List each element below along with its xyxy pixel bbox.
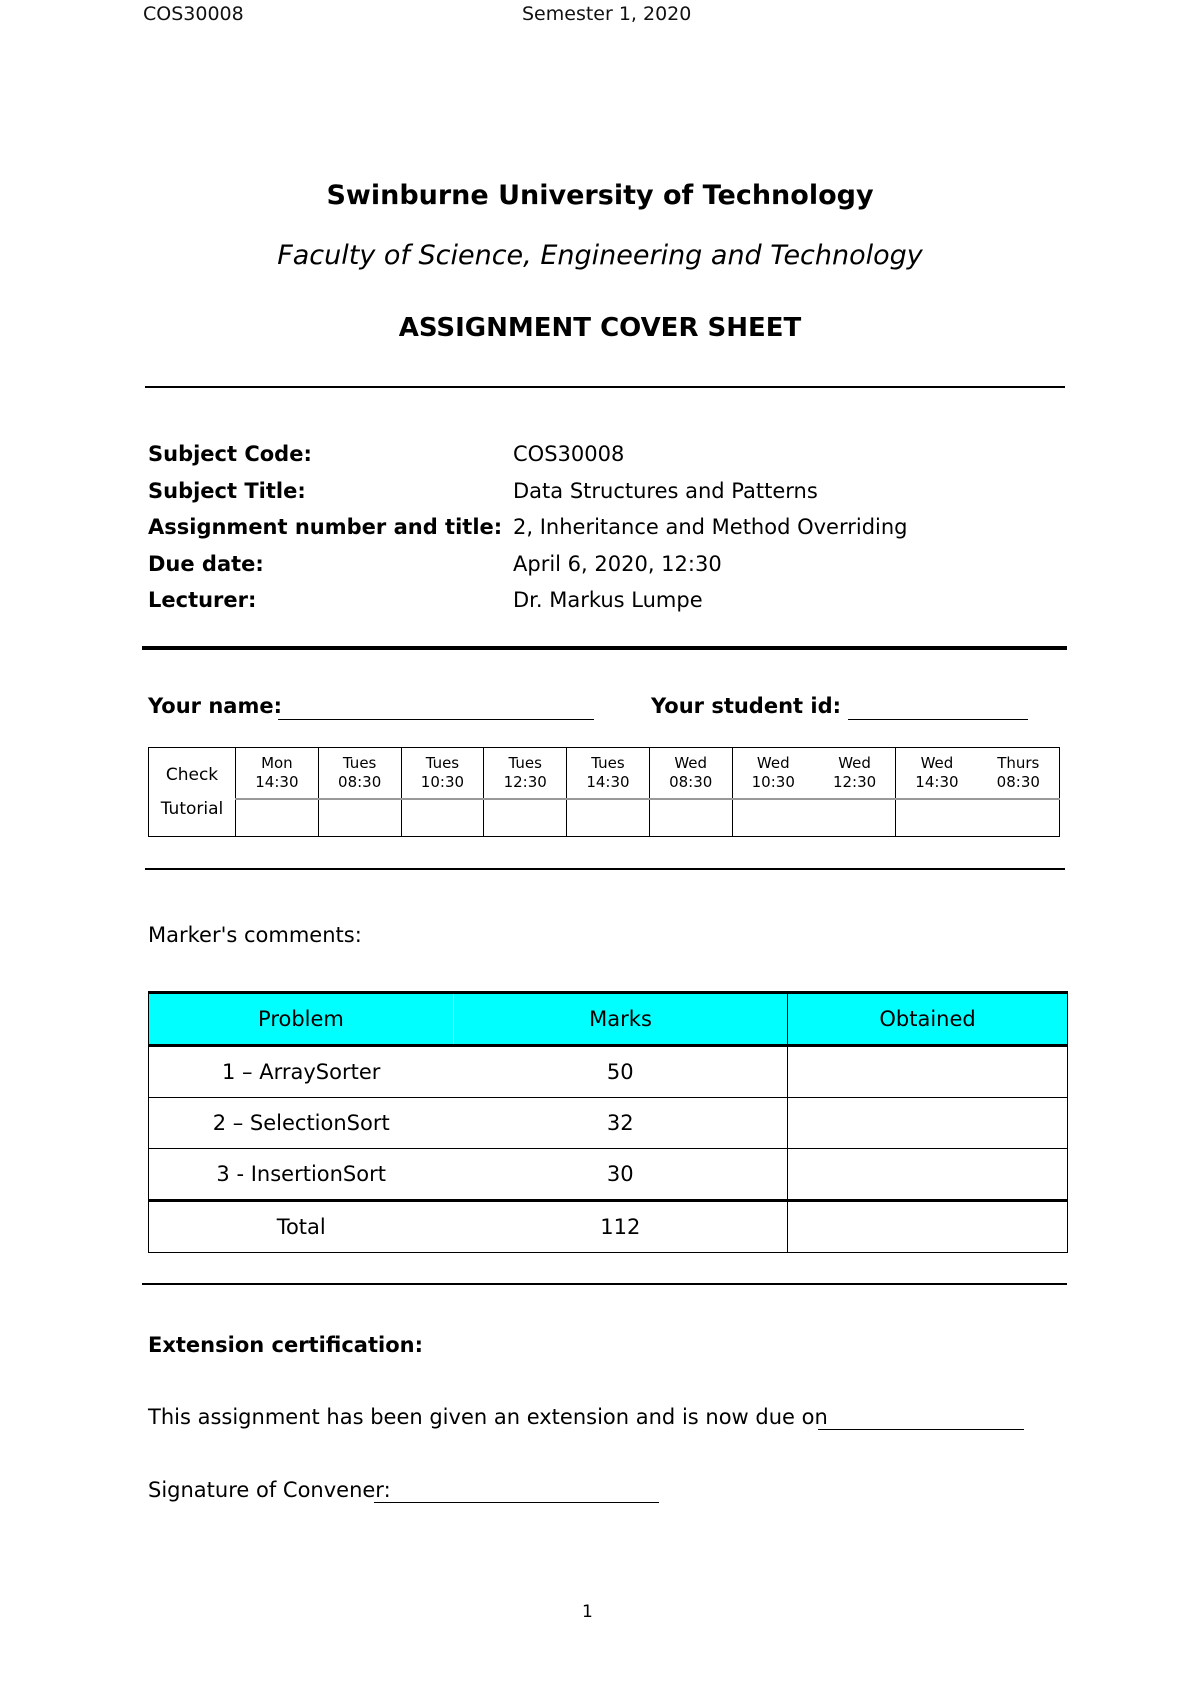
header-marks: Marks (453, 993, 787, 1046)
check-label: Check (165, 765, 219, 785)
slot-day: Wed (838, 754, 871, 772)
tutorial-check-box[interactable] (484, 799, 567, 837)
tutorial-slot (318, 748, 401, 800)
obtained-cell[interactable] (788, 1098, 1068, 1149)
slot-time: 14:30 (255, 773, 299, 791)
slot-time: 14:30 (586, 773, 630, 791)
signature-label: Signature of Convener: (148, 1478, 391, 1502)
due-date-value: April 6, 2020, 12:30 (513, 552, 722, 576)
slot-time: 14:30 (915, 773, 959, 791)
tutorial-slot (236, 748, 319, 800)
marks-cell: 50 (453, 1046, 787, 1098)
table-row (149, 1046, 1068, 1098)
tutorial-check-box[interactable] (318, 799, 401, 837)
assignment-value: 2, Inheritance and Method Overriding (513, 515, 908, 539)
slot-day: Wed (756, 754, 790, 772)
tutorial-check-box[interactable] (401, 799, 484, 837)
obtained-cell[interactable] (788, 1046, 1068, 1098)
due-date-label: Due date: (148, 552, 264, 576)
signature-field[interactable] (374, 1502, 659, 1503)
lecturer-value: Dr. Markus Lumpe (513, 588, 703, 612)
lecturer-label: Lecturer: (148, 588, 257, 612)
subject-code-value: COS30008 (513, 442, 625, 466)
tutorial-slot (484, 748, 567, 800)
student-id-label: Your student id: (651, 694, 842, 718)
slot-time: 08:30 (996, 773, 1040, 791)
marks-cell: 32 (453, 1098, 787, 1149)
tutorial-check-box[interactable] (649, 799, 732, 837)
check-tutorial-cell (149, 748, 236, 837)
tutorial-slot (401, 748, 484, 800)
slot-day: Wed (920, 754, 954, 772)
tutorial-slot (814, 748, 896, 800)
student-id-field[interactable] (848, 719, 1028, 720)
tutorial-slot (978, 748, 1060, 800)
slot-time: 10:30 (420, 773, 465, 791)
header-problem: Problem (149, 993, 454, 1046)
assignment-label: Assignment number and title: (148, 515, 503, 539)
slot-day: Tues (591, 754, 625, 772)
total-marks: 112 (453, 1201, 787, 1253)
subject-code-label: Subject Code: (148, 442, 312, 466)
tutorial-slot (896, 748, 978, 800)
table-row (149, 1098, 1068, 1149)
table-row (149, 1149, 1068, 1201)
tutorial-check-box[interactable] (896, 799, 978, 837)
slot-day: Mon (261, 754, 293, 772)
total-label: Total (149, 1201, 454, 1253)
slot-time: 12:30 (503, 773, 547, 791)
tutorial-check-box[interactable] (732, 799, 814, 837)
divider (142, 646, 1067, 650)
tutorial-check-box[interactable] (567, 799, 650, 837)
divider (145, 386, 1065, 388)
slot-time: 08:30 (669, 773, 713, 791)
tutorial-check-box[interactable] (978, 799, 1060, 837)
page-number: 1 (582, 1602, 593, 1622)
faculty-title: Faculty of Science, Engineering and Technology (277, 240, 923, 271)
header-course-code: COS30008 (143, 3, 244, 25)
slot-day: Tues (508, 754, 542, 772)
problem-cell: 3 - InsertionSort (149, 1149, 454, 1201)
slot-time: 12:30 (832, 773, 877, 791)
tutorial-slot (732, 748, 814, 800)
subject-title-label: Subject Title: (148, 479, 306, 503)
markers-comments-label: Marker's comments: (148, 923, 362, 947)
your-name-label: Your name: (148, 694, 282, 718)
problem-cell: 1 – ArraySorter (149, 1046, 454, 1098)
university-title: Swinburne University of Technology (326, 180, 874, 211)
obtained-total-cell[interactable] (788, 1201, 1068, 1253)
tutorial-check-box[interactable] (236, 799, 319, 837)
slot-time: 10:30 (751, 773, 795, 791)
obtained-cell[interactable] (788, 1149, 1068, 1201)
tutorial-check-box[interactable] (814, 799, 896, 837)
divider (145, 868, 1065, 870)
tutorial-slot (649, 748, 732, 800)
subject-title-value: Data Structures and Patterns (513, 479, 818, 503)
your-name-field[interactable] (278, 719, 594, 720)
extension-date-field[interactable] (818, 1429, 1024, 1430)
total-row (149, 1201, 1068, 1253)
slot-time: 08:30 (338, 773, 382, 791)
marks-table (148, 991, 1068, 1253)
slot-day: Tues (342, 754, 377, 772)
sheet-title: ASSIGNMENT COVER SHEET (398, 313, 802, 343)
tutorial-table (148, 747, 1060, 837)
tutorial-slot (567, 748, 650, 800)
slot-day: Tues (425, 754, 460, 772)
tutorial-label: Tutorial (160, 799, 224, 819)
extension-text: This assignment has been given an extension and is now due on (148, 1405, 828, 1429)
problem-cell: 2 – SelectionSort (149, 1098, 454, 1149)
slot-day: Wed (674, 754, 708, 772)
marks-cell: 30 (453, 1149, 787, 1201)
extension-heading: Extension certification: (148, 1333, 423, 1357)
header-obtained: Obtained (788, 993, 1068, 1046)
slot-day: Thurs (997, 754, 1040, 772)
header-semester: Semester 1, 2020 (522, 3, 692, 25)
divider (142, 1283, 1067, 1285)
